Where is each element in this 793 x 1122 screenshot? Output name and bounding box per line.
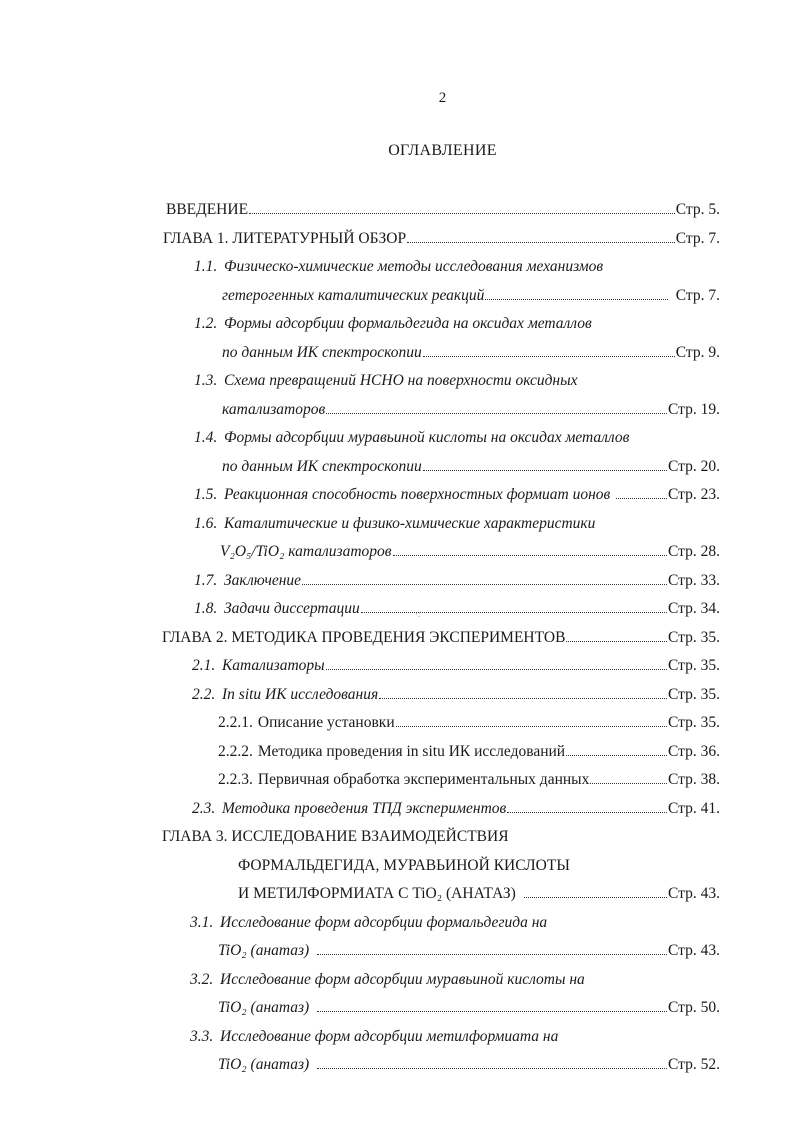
dot-leader bbox=[379, 697, 667, 699]
toc-entry-number: 2.2.2. bbox=[218, 742, 253, 760]
toc-entry-3-3-cont[interactable] bbox=[162, 1051, 720, 1080]
toc-entry-page: Стр. 20. bbox=[668, 457, 720, 475]
dot-leader bbox=[590, 782, 667, 784]
dot-leader bbox=[485, 298, 667, 300]
toc-entry-number: 3.3. bbox=[190, 1027, 214, 1045]
toc-entry-number: 2.1. bbox=[192, 657, 216, 674]
toc-entry-text: гетерогенных каталитических реакций bbox=[222, 286, 485, 304]
toc-entry-page: Стр. 41. bbox=[668, 799, 720, 817]
page-title: ОГЛАВЛЕНИЕ bbox=[388, 142, 497, 159]
toc-entry-page: Стр. 43. bbox=[668, 885, 720, 902]
dot-leader bbox=[361, 611, 667, 613]
toc-entry-page: Стр. 34. bbox=[668, 600, 720, 617]
toc-entry-number: 1.6. bbox=[194, 514, 218, 532]
toc-entry-text: TiO₂ (анатаз) bbox=[218, 1056, 310, 1073]
toc-entry-text: по данным ИК спектроскопии bbox=[222, 343, 422, 361]
dot-leader bbox=[423, 469, 667, 471]
dot-leader bbox=[393, 554, 668, 556]
toc-entry-page: Стр. 23. bbox=[668, 486, 720, 503]
toc-entry-text: Исследование форм адсорбции метилформиата на bbox=[220, 1027, 559, 1045]
toc-entry-page: Стр. 38. bbox=[668, 771, 720, 788]
toc-entry-2-3[interactable] bbox=[162, 795, 720, 824]
toc-entry-text: ГЛАВА 3. ИССЛЕДОВАНИЕ ВЗАИМОДЕЙСТВИЯ bbox=[162, 828, 509, 845]
toc-entry-number: 3.1. bbox=[190, 913, 214, 931]
toc-entry-text: Задачи диссертации bbox=[224, 600, 360, 617]
toc-entry-number: 2.3. bbox=[192, 799, 216, 817]
toc-entry-text: TiO₂ (анатаз) bbox=[218, 999, 310, 1016]
toc-entry-page: Стр. 28. bbox=[668, 543, 720, 560]
toc-entry-page: Стр. 5. bbox=[675, 201, 720, 218]
toc-entry-text: TiO₂ (анатаз) bbox=[218, 942, 310, 959]
table-of-contents bbox=[162, 196, 720, 1080]
toc-entry-1-4-cont[interactable] bbox=[162, 453, 720, 482]
toc-entry-2-2-3[interactable] bbox=[162, 766, 720, 795]
toc-entry-text: Первичная обработка экспериментальных данных bbox=[257, 771, 590, 788]
toc-entry-number: 2.2. bbox=[192, 685, 216, 703]
toc-entry-text: И МЕТИЛФОРМИАТА С TiO₂ (АНАТАЗ) bbox=[238, 885, 516, 902]
toc-entry-number: 1.1. bbox=[194, 258, 218, 275]
toc-entry-text: Формы адсорбции муравьиной кислоты на оксидах металлов bbox=[224, 429, 630, 446]
dot-leader bbox=[566, 754, 667, 756]
toc-entry-text: Методика проведения in situ ИК исследований bbox=[257, 742, 566, 760]
toc-entry-1-1-cont[interactable] bbox=[162, 282, 720, 311]
toc-entry-number: 1.4. bbox=[194, 429, 218, 446]
toc-entry-number: 1.2. bbox=[194, 315, 218, 332]
dot-leader bbox=[423, 355, 675, 357]
toc-entry-page: Стр. 9. bbox=[675, 343, 720, 361]
toc-entry-1-4[interactable] bbox=[162, 424, 720, 453]
dot-leader bbox=[566, 640, 667, 642]
toc-entry-chapter-2[interactable] bbox=[162, 624, 720, 653]
toc-entry-text: Описание установки bbox=[257, 714, 395, 731]
toc-entry-page: Стр. 35. bbox=[668, 628, 720, 646]
toc-entry-3-2[interactable] bbox=[162, 966, 720, 995]
toc-entry-page: Стр. 50. bbox=[668, 999, 720, 1016]
toc-entry-1-6[interactable] bbox=[162, 510, 720, 539]
toc-entry-text: Заключение bbox=[224, 571, 302, 589]
toc-entry-number: 2.2.3. bbox=[218, 771, 253, 788]
toc-entry-1-5[interactable] bbox=[162, 481, 720, 510]
toc-entry-text: Исследование форм адсорбции формальдегида на bbox=[220, 913, 548, 931]
toc-entry-text: ГЛАВА 2. МЕТОДИКА ПРОВЕДЕНИЯ ЭКСПЕРИМЕНТОВ bbox=[162, 628, 566, 646]
toc-entry-page: Стр. 52. bbox=[668, 1056, 720, 1073]
toc-entry-chapter-3-cont[interactable] bbox=[162, 852, 720, 881]
toc-entry-1-3[interactable] bbox=[162, 367, 720, 396]
dot-leader bbox=[524, 896, 667, 898]
scan-speck: ·: bbox=[415, 609, 421, 619]
toc-entry-number: 1.3. bbox=[194, 372, 218, 389]
toc-entry-page: Стр. 36. bbox=[668, 742, 720, 760]
toc-entry-number: 1.5. bbox=[194, 486, 218, 503]
dot-leader bbox=[326, 412, 667, 414]
toc-entry-text: ГЛАВА 1. ЛИТЕРАТУРНЫЙ ОБЗОР bbox=[163, 229, 407, 247]
toc-entry-number: 1.7. bbox=[194, 571, 218, 589]
toc-entry-text: Физическо-химические методы исследования механизмов bbox=[224, 258, 604, 275]
dot-leader bbox=[302, 583, 667, 585]
toc-entry-text: In situ ИК исследования bbox=[222, 685, 379, 703]
toc-entry-text: Формы адсорбции формальдегида на оксидах металлов bbox=[224, 315, 592, 332]
toc-entry-1-6-cont[interactable] bbox=[162, 538, 720, 567]
toc-entry-3-2-cont[interactable] bbox=[162, 994, 720, 1023]
toc-entry-text: Исследование форм адсорбции муравьиной кислоты на bbox=[220, 970, 585, 988]
dot-leader bbox=[616, 497, 667, 499]
toc-entry-number: 1.8. bbox=[194, 600, 218, 617]
toc-entry-page: Стр. 7. bbox=[675, 229, 720, 247]
toc-entry-page: Стр. 35. bbox=[668, 657, 720, 674]
toc-entry-page: Стр. 19. bbox=[668, 400, 720, 418]
toc-entry-text: катализаторов bbox=[222, 400, 326, 418]
dot-leader bbox=[407, 241, 675, 243]
toc-entry-text: Реакционная способность поверхностных формиат ионов bbox=[224, 486, 611, 503]
toc-entry-text: ВВЕДЕНИЕ bbox=[166, 201, 249, 218]
toc-entry-chapter-3-cont-2[interactable] bbox=[162, 880, 720, 909]
dot-leader bbox=[317, 1010, 667, 1012]
toc-entry-2-1[interactable] bbox=[162, 652, 720, 681]
toc-entry-3-1[interactable] bbox=[162, 909, 720, 938]
dot-leader bbox=[317, 953, 667, 955]
toc-entry-1-1[interactable] bbox=[162, 253, 720, 282]
toc-entry-text: Методика проведения ТПД экспериментов bbox=[222, 799, 507, 817]
toc-entry-2-2[interactable] bbox=[162, 681, 720, 710]
toc-entry-introduction[interactable] bbox=[162, 196, 720, 225]
toc-entry-page: Стр. 35. bbox=[668, 714, 720, 731]
toc-entry-text: ФОРМАЛЬДЕГИДА, МУРАВЬИНОЙ КИСЛОТЫ bbox=[238, 856, 570, 874]
dot-leader bbox=[317, 1067, 667, 1069]
toc-entry-text: Катализаторы bbox=[222, 657, 325, 674]
toc-entry-page: Стр. 7. bbox=[675, 286, 720, 304]
toc-entry-chapter-3[interactable] bbox=[162, 823, 720, 852]
toc-entry-3-1-cont[interactable] bbox=[162, 937, 720, 966]
dot-leader bbox=[507, 811, 667, 813]
toc-entry-page: Стр. 35. bbox=[668, 685, 720, 703]
toc-entry-text: V₂O₅/TiO₂ катализаторов bbox=[220, 543, 392, 560]
page-number: 2 bbox=[438, 90, 447, 106]
toc-entry-text: Схема превращений HCHO на поверхности оксидных bbox=[224, 372, 578, 389]
toc-entry-2-2-2[interactable] bbox=[162, 738, 720, 767]
toc-entry-text: Каталитические и физико-химические характеристики bbox=[224, 514, 596, 532]
dot-leader bbox=[249, 212, 675, 214]
toc-entry-1-3-cont[interactable] bbox=[162, 396, 720, 425]
toc-entry-page: Стр. 33. bbox=[668, 571, 720, 589]
toc-entry-number: 2.2.1. bbox=[218, 714, 253, 731]
toc-entry-3-3[interactable] bbox=[162, 1023, 720, 1052]
toc-entry-page: Стр. 43. bbox=[668, 942, 720, 959]
toc-entry-number: 3.2. bbox=[190, 970, 214, 988]
toc-entry-chapter-1[interactable] bbox=[162, 225, 720, 254]
toc-entry-1-2-cont[interactable] bbox=[162, 339, 720, 368]
toc-entry-1-8[interactable] bbox=[162, 595, 720, 624]
toc-entry-2-2-1[interactable] bbox=[162, 709, 720, 738]
toc-entry-text: по данным ИК спектроскопии bbox=[222, 457, 422, 475]
toc-entry-1-7[interactable] bbox=[162, 567, 720, 596]
dot-leader bbox=[396, 725, 667, 727]
toc-entry-1-2[interactable] bbox=[162, 310, 720, 339]
dot-leader bbox=[326, 668, 667, 670]
